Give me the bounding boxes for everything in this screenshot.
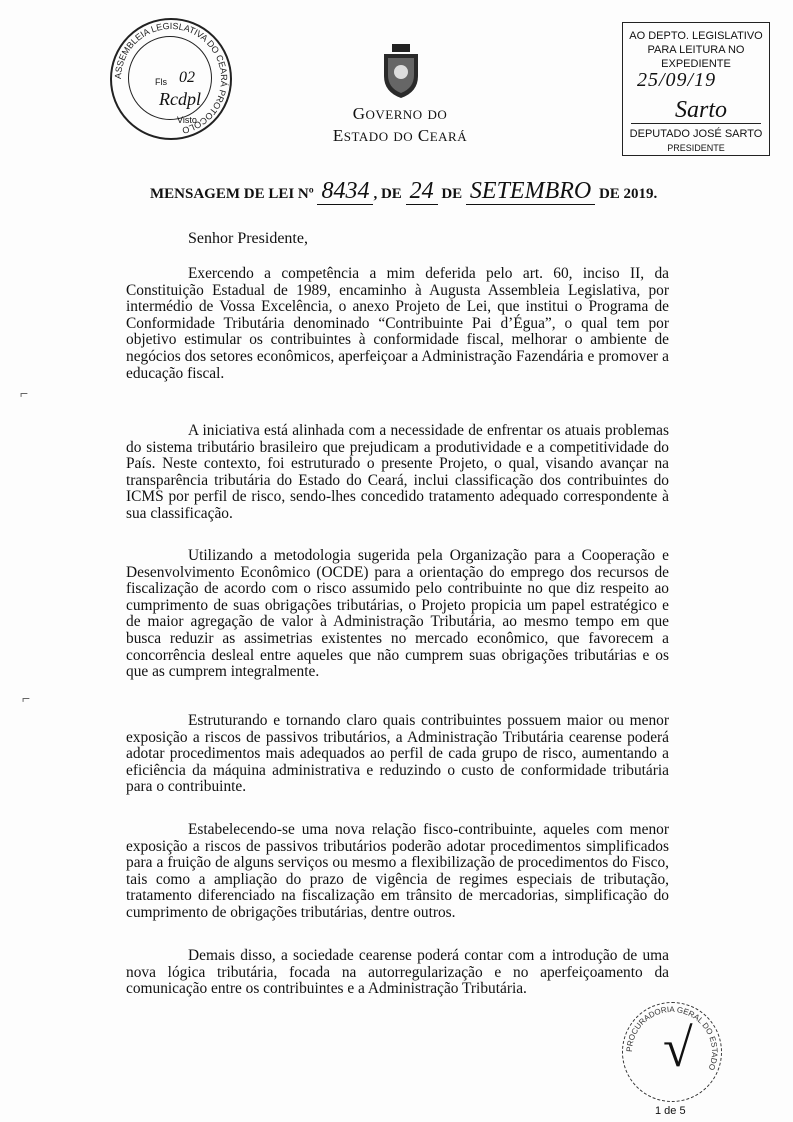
dispatch-date: 25/09/19 <box>637 69 717 91</box>
header-do-2: DO <box>393 129 414 144</box>
header-governo-rest: OVERNO <box>365 107 423 122</box>
dispatch-signature: Sarto <box>675 97 728 123</box>
paragraph-2: A iniciativa está alinhada com a necessidade de enfrentar os atuais problemas do sistema tributário brasileiro que prejudicam a produtividade e a competitividade do País. Neste contexto, foi estruturado o presente Projeto, o qual, visando avançar na transparência tributária do Estado do Ceará, inclui classificação dos contribuintes do ICMS por perfil de risco, sendo-lhes concedido tratamento adequado correspondente à sua classificação. <box>126 422 669 522</box>
header-cap-c: C <box>417 126 430 145</box>
header-cap-g: G <box>352 104 366 123</box>
message-de-1: , DE <box>373 186 402 202</box>
check-mark-icon: √ <box>663 1018 693 1078</box>
page-number: 1 de 5 <box>655 1105 686 1117</box>
message-de-2: DE <box>441 186 463 202</box>
message-heading <box>150 178 710 205</box>
dispatch-stamp-box <box>622 22 770 156</box>
margin-mark: ⌐ <box>20 385 29 401</box>
seal-ring-text: PROCURADORIA GERAL DO ESTADO <box>624 1004 720 1072</box>
signature-line <box>631 123 761 124</box>
header-line-2 <box>320 126 480 146</box>
paragraph-5: Estabelecendo-se uma nova relação fisco-contribuinte, aqueles com menor exposição a riscos de passivos tributários poderão adotar procedimentos simplificados para a fruição de alguns serviços ou mesmo a flexibilização de procedimentos do Fisco, tais como a ampliação do prazo de vigência de regimes especiais de tributação, tratamento diferenciado na fiscalização em trânsito de mercadorias, simplificação do cumprimento de obrigações tributárias, dentre outros. <box>126 821 669 921</box>
procuradoria-seal <box>622 1002 722 1102</box>
protocol-stamp <box>110 18 232 140</box>
paragraph-6: Demais disso, a sociedade cearense poderá contar com a introdução de uma nova lógica tributária, focada na autorregularização e no aperfeiçoamento da comunicação entre os contribuintes e a Administração Tributária. <box>126 947 669 998</box>
stamp-ring-text: ASSEMBLEIA LEGISLATIVA DO CEARÁ PROTOCOLO <box>112 20 230 136</box>
margin-mark: ⌐ <box>22 690 31 706</box>
fls-number: 02 <box>179 69 195 86</box>
message-month: SETEMBRO <box>466 178 595 205</box>
dispatch-name: DEPUTADO JOSÉ SARTO <box>629 128 763 140</box>
header-cap-e: E <box>332 126 344 145</box>
message-number: 8434 <box>317 178 373 205</box>
message-prefix: MENSAGEM DE LEI Nº <box>150 186 314 202</box>
header-ceara-rest: EARÁ <box>429 129 468 144</box>
greeting: Senhor Presidente, <box>188 230 308 247</box>
header-do-1: DO <box>427 107 448 122</box>
dispatch-line-2: PARA LEITURA NO EXPEDIENTE <box>647 44 745 70</box>
stamp-inner-ring <box>128 36 212 125</box>
paragraph-1: Exercendo a competência a mim deferida pelo art. 60, inciso II, da Constituição Estadual de 1989, encaminho à Augusta Assembleia Legislativa, por intermédio de Vossa Excelência, o anexo Projeto de Lei, que institui o Programa de Conformidade Tributária denominado “Contribuinte Pai d’Égua”, o qual tem por objetivo estimular os contribuintes à conformidade fiscal, melhorar o ambiente de negócios dos setores econômicos, aperfeiçoar a Administração Fazendária e promover a educação fiscal. <box>126 265 669 382</box>
header-estado-rest: STADO <box>343 129 389 144</box>
message-suffix: DE 2019. <box>598 186 658 202</box>
dispatch-role: PRESIDENTE <box>667 143 725 153</box>
paragraph-3: Utilizando a metodologia sugerida pela Organização para a Cooperação e Desenvolvimento Econômico (OCDE) para a orientação do emprego dos recursos de fiscalização de acordo com o risco assumido pelo contribuinte no que diz respeito ao cumprimento de suas obrigações tributárias, o Projeto propicia um papel estratégico e de maior agregação de valor à Administração Tributária, ao mesmo tempo em que busca reduzir as assimetrias existentes no mercado econômico, que favorecem a concorrência desleal entre aqueles que não cumprem suas obrigações tributárias e os que as cumprem integralmente. <box>126 547 669 681</box>
fls-label: Fls <box>155 77 167 87</box>
stamp-signature: Rcdpl <box>159 89 201 109</box>
visto-label: Visto <box>177 115 197 125</box>
header-line-1 <box>320 104 480 124</box>
message-day: 24 <box>406 178 438 205</box>
dispatch-line-1: AO DEPTO. LEGISLATIVO <box>629 30 763 42</box>
state-crest-icon <box>378 42 424 100</box>
paragraph-4: Estruturando e tornando claro quais contribuintes possuem maior ou menor exposição a riscos de passivos tributários, a Administração Tributária cearense poderá adotar procedimentos mais adequados ao perfil de cada grupo de risco, aumentando a eficiência da máquina administrativa e reduzindo o custo de conformidade tributária para o contribuinte. <box>126 712 669 796</box>
